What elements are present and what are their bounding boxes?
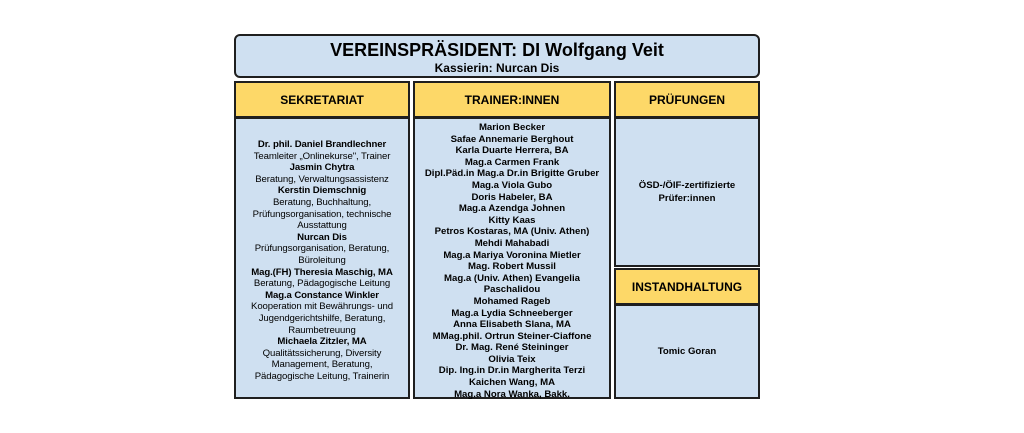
staff-role: Ausstattung	[297, 220, 347, 232]
pruefungen-title: PRÜFUNGEN	[648, 92, 725, 107]
president-box	[234, 34, 760, 78]
trainer-name: Mag.a Azendga Johnen	[458, 203, 566, 215]
staff-name: Nurcan Dis	[297, 231, 347, 243]
staff-role: Teamleiter „Onlinekurse", Trainer	[253, 150, 391, 162]
pruefungen-line-1: ÖSD-/ÖIF-zertifizierte	[638, 180, 736, 191]
trainer-name: Kitty Kaas	[488, 214, 536, 226]
trainer-header	[413, 81, 611, 118]
trainer-name: Mag.a (Univ. Athen) Evangelia	[444, 272, 580, 284]
trainer-name: Marion Becker	[478, 122, 546, 133]
trainer-name: Mag.a Viola Gubo	[471, 179, 553, 191]
sekretariat-header	[234, 81, 410, 118]
staff-role: Pädagogische Leitung, Trainerin	[254, 370, 390, 382]
instandhaltung-header	[614, 268, 760, 305]
staff-role: Büroleitung	[298, 254, 346, 266]
trainer-name: MMag.phil. Ortrun Steiner-Ciaffone	[432, 330, 592, 342]
staff-name: Mag.(FH) Theresia Maschig, MA	[251, 266, 393, 278]
trainer-title: TRAINER:INNEN	[464, 92, 560, 107]
sekretariat-body	[234, 117, 410, 399]
trainer-name: Mag.a Mariya Voronina Mietler	[443, 249, 581, 261]
staff-role: Management, Beratung,	[271, 359, 373, 371]
staff-name: Mag.a Constance Winkler	[265, 289, 379, 301]
trainer-name: Mag.a Carmen Frank	[464, 156, 560, 168]
staff-role: Prüfungsorganisation, Beratung,	[254, 243, 390, 255]
pruefungen-header	[614, 81, 760, 118]
sekretariat-title: SEKRETARIAT	[280, 92, 364, 107]
trainer-name: Mehdi Mahabadi	[474, 237, 550, 249]
pruefungen-line-2: Prüfer:innen	[658, 193, 716, 204]
staff-role: Raumbetreuung	[288, 324, 356, 336]
instandhaltung-name: Tomic Goran	[657, 346, 717, 357]
trainer-name: Mag.a Lydia Schneeberger	[451, 307, 573, 319]
staff-role: Jugendgerichtshilfe, Beratung,	[258, 312, 386, 324]
staff-name: Jasmin Chytra	[289, 162, 355, 174]
trainer-name: Anna Elisabeth Slana, MA	[453, 319, 571, 331]
staff-name: Kerstin Diemschnig	[277, 185, 367, 197]
staff-name: Dr. phil. Daniel Brandlechner	[257, 139, 387, 150]
trainer-name: Kaichen Wang, MA	[469, 377, 555, 389]
trainer-name: Dip. Ing.in Dr.in Margherita Terzi	[438, 365, 586, 377]
trainer-name: Mohamed Rageb	[473, 295, 551, 307]
staff-role: Beratung, Buchhaltung,	[272, 196, 372, 208]
instandhaltung-body	[614, 304, 760, 399]
trainer-name: Petros Kostaras, MA (Univ. Athen)	[434, 226, 590, 238]
treasurer-subtitle: Kassierin: Nurcan Dis	[434, 61, 560, 75]
trainer-name: Dr. Mag. René Steininger	[455, 342, 569, 354]
pruefungen-body	[614, 117, 760, 267]
staff-role: Prüfungsorganisation, technische	[252, 208, 392, 220]
instandhaltung-title: INSTANDHALTUNG	[631, 279, 743, 294]
trainer-name: Mag.a Nora Wanka, Bakk.	[454, 388, 570, 400]
trainer-name: Paschalidou	[483, 284, 541, 296]
staff-name: Michaela Zitzler, MA	[277, 336, 367, 348]
trainer-body	[413, 117, 611, 399]
staff-role: Kooperation mit Bewährungs- und	[251, 301, 393, 313]
trainer-name: Dipl.Päd.in Mag.a Dr.in Brigitte Gruber	[424, 168, 600, 180]
trainer-name: Mag. Robert Mussil	[468, 261, 556, 273]
trainer-name: Doris Habeler, BA	[471, 191, 553, 203]
trainer-name: Olivia Teix	[488, 353, 536, 365]
president-title: VEREINSPRÄSIDENT: DI Wolfgang Veit	[330, 40, 664, 60]
staff-role: Beratung, Pädagogische Leitung	[253, 278, 391, 290]
staff-role: Qualitätssicherung, Diversity	[262, 347, 382, 359]
trainer-name: Safae Annemarie Berghout	[450, 133, 574, 145]
trainer-name: Karla Duarte Herrera, BA	[455, 145, 569, 157]
staff-role: Beratung, Verwaltungsassistenz	[255, 173, 389, 185]
